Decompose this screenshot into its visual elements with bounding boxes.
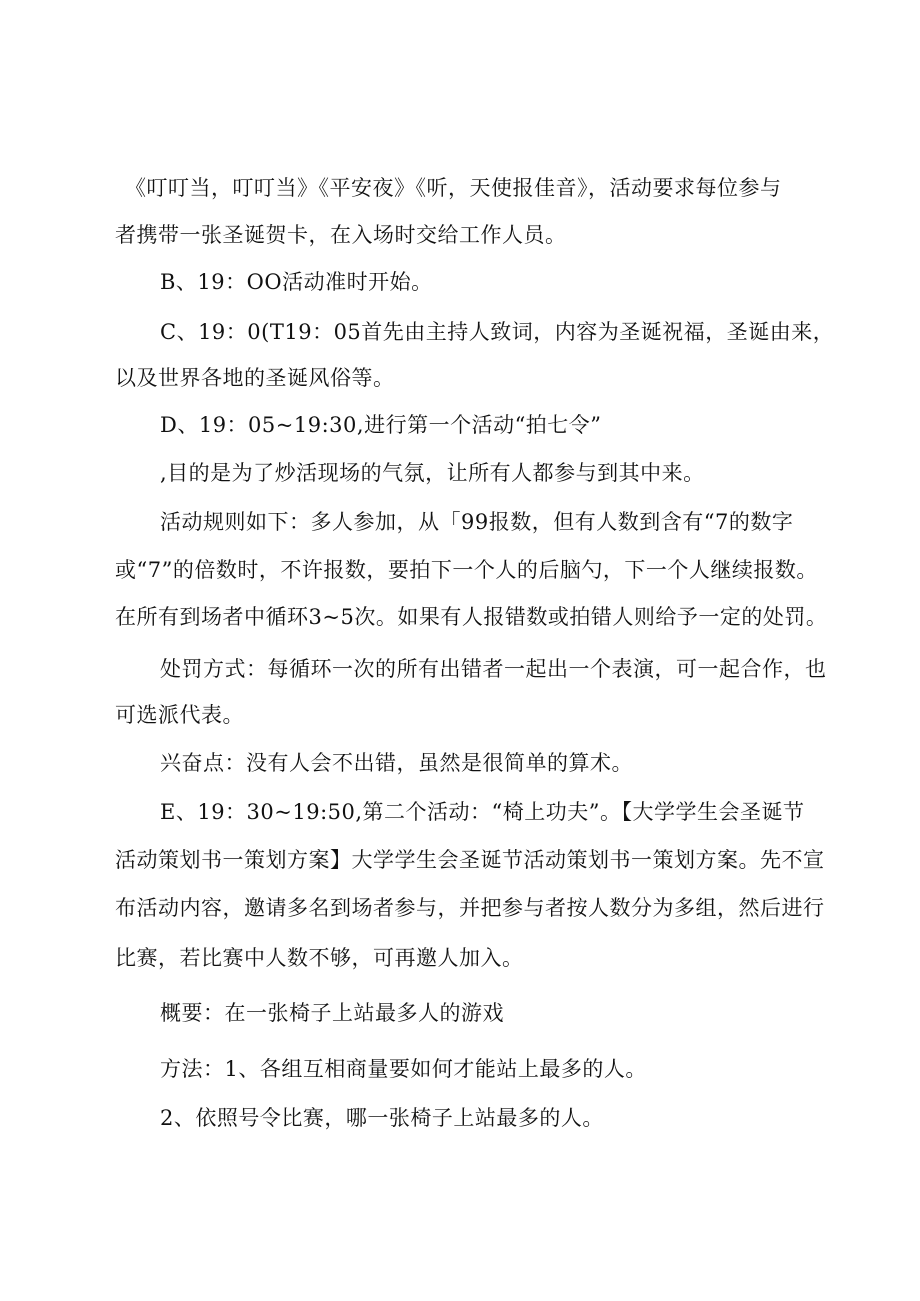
text-line: 或“7”的倍数时，不许报数，要拍下一个人的后脑勺，下一个人继续报数。 <box>115 558 818 582</box>
text-line: 者携带一张圣诞贺卡，在入场时交给工作人员。 <box>115 223 567 247</box>
text-line: 活动策划书一策划方案】大学学生会圣诞节活动策划书一策划方案。先不宣 <box>115 848 825 872</box>
text-line: 方法：1、各组互相商量要如何才能站上最多的人。 <box>160 1057 647 1081</box>
text-line: 在所有到场者中循环3~5次。如果有人报错数或拍错人则给予一定的处罚。 <box>115 605 828 629</box>
text-line: 处罚方式：每循环一次的所有出错者一起出一个表演，可一起合作，也 <box>160 657 827 681</box>
text-line: 可选派代表。 <box>115 703 244 727</box>
text-line: 以及世界各地的圣诞风俗等。 <box>115 366 395 390</box>
text-line: C、19：0(T19：05首先由主持人致词，内容为圣诞祝福，圣诞由来， <box>160 320 835 344</box>
text-line: ,目的是为了炒活现场的气氛，让所有人都参与到其中来。 <box>160 461 705 485</box>
text-line: 布活动内容，邀请多名到场者参与，并把参与者按人数分为多组，然后进行 <box>115 896 825 920</box>
text-line: 2、依照号令比赛，哪一张椅子上站最多的人。 <box>160 1106 604 1130</box>
text-line: 概要：在一张椅子上站最多人的游戏 <box>160 1001 504 1025</box>
text-line: 兴奋点：没有人会不出错，虽然是很简单的算术。 <box>160 751 633 775</box>
text-line: 《叮叮当，叮叮当》《平安夜》《听，天使报佳音》，活动要求每位参与 <box>125 176 782 200</box>
text-line: 比赛，若比赛中人数不够，可再邀人加入。 <box>115 946 524 970</box>
text-line: E、19：30~19:50,第二个活动：“椅上功夫”。【大学学生会圣诞节 <box>160 800 805 824</box>
text-line: 活动规则如下：多人参加，从「99报数，但有人数到含有“7的数字 <box>160 510 794 534</box>
text-line: D、19：05~19:30,进行第一个活动“拍七令” <box>160 413 602 437</box>
text-line: B、19：OO活动准时开始。 <box>160 270 433 294</box>
